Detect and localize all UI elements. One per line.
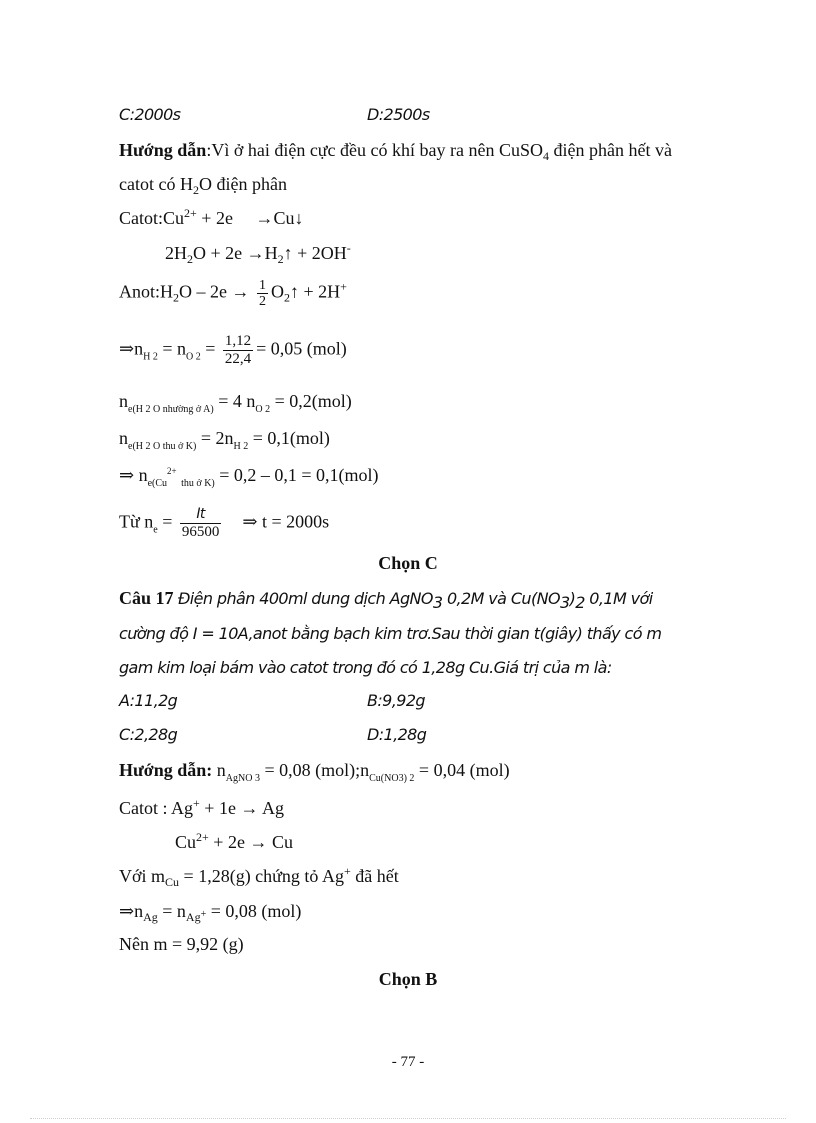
equation-electron-cathode-water: $n_{e(H 2 O thu ở K)} = 2n_{H 2} = 0,1(mol)$ (119, 428, 330, 452)
equation-catot-silver: Catot : Ag+ + 1e → Ag (119, 796, 284, 818)
guide-line-1: Hướng dẫn:Vì ở hai điện cực đều có khí bay ra nên CuSO$_4$ điện phân hết và (119, 140, 672, 163)
equation-anot: $Anot:H_2O - 2e$ → $\frac{1}{2}$ $O_2↑ + 2H^+$ (119, 278, 347, 309)
equation-time: Từ $n_e$ = $\frac{It}{96500}$ ⇒ t = 2000s (119, 506, 330, 540)
fraction-half: $\frac{1}{2}$ (259, 278, 266, 309)
option-c-prev: C:2000s D:2500s (119, 105, 430, 124)
fraction-volume: $\frac{1,12}{22,4}$ (224, 333, 252, 367)
equation-mass-copper: Với $m_{Cu} = 1,28(g)$ chứng tỏ Ag+ đã hết (119, 864, 399, 889)
option-c: C:2,28g D:1,28g (119, 725, 427, 744)
question-17-line-1: Câu 17 Điện phân 400ml dung dịch AgNO$_3$ 0,2M và $Cu(NO_3)_2$ 0,1M với (119, 588, 653, 612)
fraction-faraday: $\frac{It}{96500}$ (181, 506, 220, 540)
guide-17-line-1: Hướng dẫn: $n_{AgNO 3} = 0,08$ $(mol);n_{Cu(NO3) 2} = 0,04$ (mol) (119, 760, 510, 784)
equation-water-cathode: $2H_2O + 2e$ $\to H_2↑ + 2OH^-$ (165, 241, 351, 266)
question-17-line-3: gam kim loại bám vào catot trong đó có 1,28g Cu.Giá trị của m là: (119, 658, 612, 677)
equation-result: Nên m = 9,92 (g) (119, 934, 244, 954)
guide-line-2: catot có $H_2O$ điện phân (119, 174, 287, 197)
answer-choice-c: Chọn C (378, 553, 438, 573)
footer-divider (30, 1118, 786, 1119)
page-number: - 77 - (391, 1054, 425, 1070)
option-a: A:11,2g B:9,92g (119, 691, 425, 710)
equation-catot: $Catot:Cu^{2+} + 2e$ →Cu↓ (119, 206, 304, 228)
equation-mol-gas: $\Rightarrow n_{H 2} = n_{O 2}$ = $\frac{1,12}{22,4}$ = 0,05 (mol) (119, 333, 347, 367)
option-d-prev: D:2500s (367, 105, 430, 124)
answer-choice-b: Chọn B (378, 969, 438, 989)
equation-catot-copper: $Cu^{2+} + 2e \to Cu$ (175, 830, 293, 852)
equation-mol-silver: $\Rightarrow n_{Ag} = n_{Ag^+} = 0,08$ (mol) (119, 901, 302, 924)
equation-electron-anode: $n_{e(H 2 O nhường ở A)} = 4$ $n_{O 2} = 0,2(mol)$ (119, 391, 352, 415)
question-17-line-2: cường độ I = 10A,anot bằng bạch kim trơ.Sau thời gian t(giây) thấy có m (119, 624, 662, 643)
option-b: B:9,92g (367, 691, 425, 710)
option-d: D:1,28g (367, 725, 427, 744)
equation-electron-copper: ⇒ $n_{e(Cu}^{2+}$ $_{thu ở K)}$ = 0,2 – 0,1 = 0,1(mol) (119, 465, 379, 489)
